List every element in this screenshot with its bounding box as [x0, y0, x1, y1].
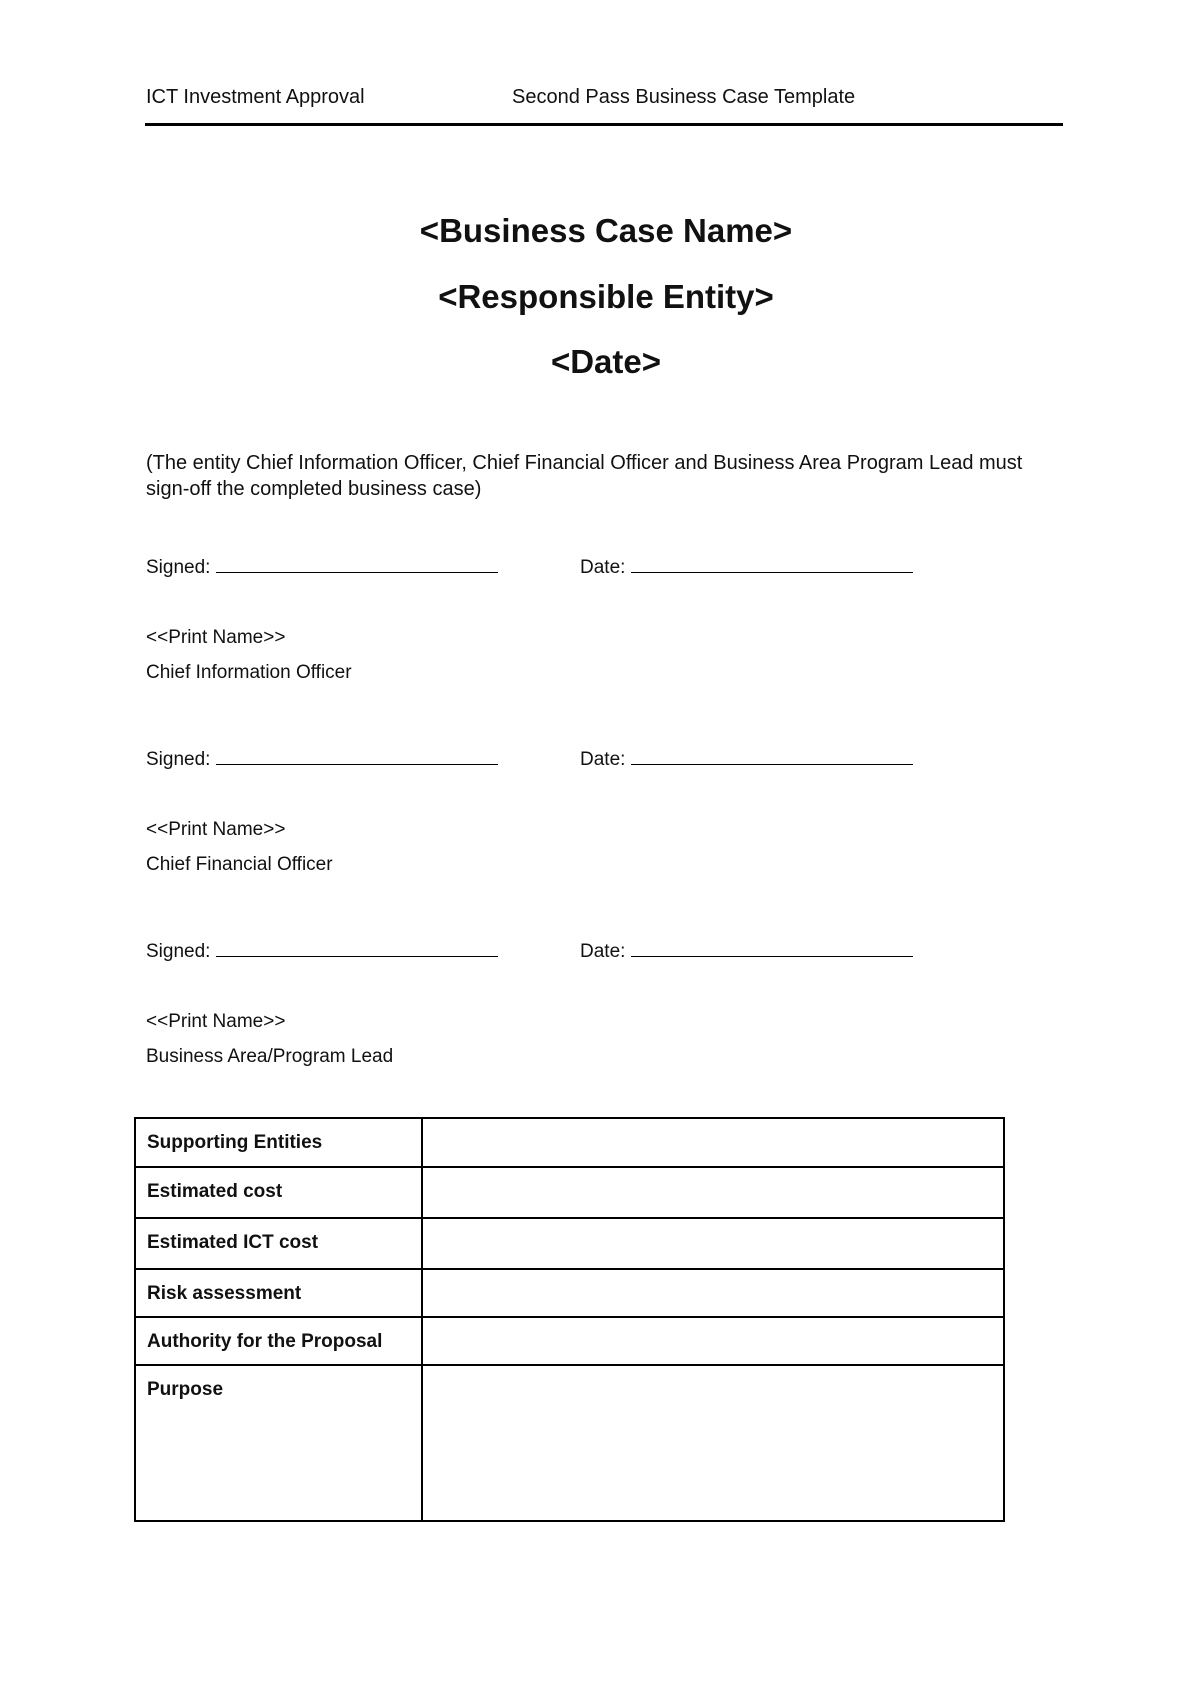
- role-label: Business Area/Program Lead: [146, 1046, 394, 1067]
- date-title: <Date>: [550, 343, 662, 380]
- business-case-info-table: [134, 1117, 1005, 1522]
- signature-field[interactable]: [216, 745, 498, 765]
- sign-off-note: (The entity Chief Information Officer, Chief Financial Officer and Business Area Program Lead must sign-off the completed business case): [146, 452, 1023, 500]
- date-label: Date:: [580, 941, 626, 962]
- role-label: Chief Financial Officer: [146, 854, 333, 875]
- date-field[interactable]: [631, 553, 913, 573]
- row-value-field[interactable]: [422, 1317, 1004, 1365]
- responsible-entity-title: <Responsible Entity>: [438, 278, 774, 315]
- header-right: Second Pass Business Case Template: [512, 86, 856, 108]
- row-value-field[interactable]: [422, 1218, 1004, 1269]
- signed-label: Signed:: [146, 557, 211, 578]
- date-line-lead: [580, 937, 913, 963]
- row-label: Supporting Entities: [135, 1118, 422, 1167]
- row-value-field[interactable]: [422, 1365, 1004, 1521]
- date-label: Date:: [580, 557, 626, 578]
- signed-line-cio: [146, 553, 498, 579]
- signed-line-lead: [146, 937, 498, 963]
- signed-line-cfo: [146, 745, 498, 771]
- row-label: Purpose: [135, 1365, 422, 1521]
- table-row: [135, 1218, 1004, 1269]
- row-label: Risk assessment: [135, 1269, 422, 1317]
- date-field[interactable]: [631, 745, 913, 765]
- row-label: Estimated ICT cost: [135, 1218, 422, 1269]
- signed-label: Signed:: [146, 749, 211, 770]
- header-left: ICT Investment Approval: [146, 86, 365, 108]
- signature-field[interactable]: [216, 937, 498, 957]
- print-name-placeholder: <<Print Name>>: [146, 819, 286, 840]
- business-case-name-title: <Business Case Name>: [419, 212, 793, 249]
- date-field[interactable]: [631, 937, 913, 957]
- date-line-cio: [580, 553, 913, 579]
- table-row: [135, 1269, 1004, 1317]
- header-divider: [145, 123, 1063, 126]
- table-row: [135, 1365, 1004, 1521]
- table-row: [135, 1167, 1004, 1218]
- table-row: [135, 1317, 1004, 1365]
- row-value-field[interactable]: [422, 1167, 1004, 1218]
- signed-label: Signed:: [146, 941, 211, 962]
- print-name-placeholder: <<Print Name>>: [146, 627, 286, 648]
- row-label: Estimated cost: [135, 1167, 422, 1218]
- table-row: [135, 1118, 1004, 1167]
- date-label: Date:: [580, 749, 626, 770]
- print-name-placeholder: <<Print Name>>: [146, 1011, 286, 1032]
- signature-field[interactable]: [216, 553, 498, 573]
- row-value-field[interactable]: [422, 1118, 1004, 1167]
- row-label: Authority for the Proposal: [135, 1317, 422, 1365]
- row-value-field[interactable]: [422, 1269, 1004, 1317]
- role-label: Chief Information Officer: [146, 662, 352, 683]
- date-line-cfo: [580, 745, 913, 771]
